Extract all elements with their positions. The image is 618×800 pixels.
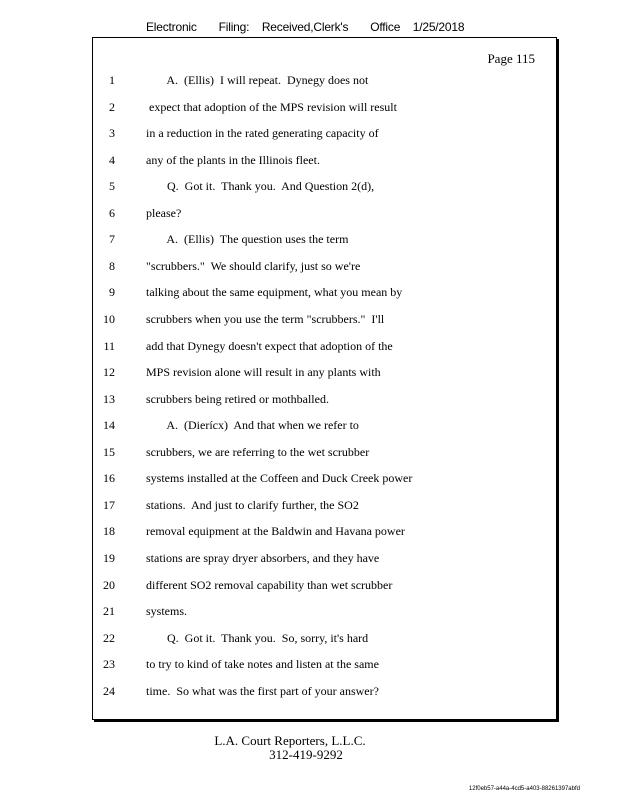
line-number: 10 [103, 312, 115, 326]
line-text: different SO2 removal capability than wet scrubber [143, 577, 393, 592]
line-number: 19 [103, 550, 115, 565]
transcript-line [93, 311, 556, 327]
line-text: expect that adoption of the MPS revision will result [143, 99, 397, 114]
line-text: MPS revision alone will result in any plants with [143, 365, 381, 380]
transcript-line [93, 497, 556, 513]
transcript-line [93, 550, 556, 566]
filing-label-received: Received,Clerk's [261, 20, 349, 34]
transcript-line [93, 391, 556, 407]
line-number: 20 [103, 577, 115, 592]
transcript-line [93, 470, 556, 486]
transcript-line [93, 205, 556, 221]
transcript-line [93, 338, 556, 354]
line-text: systems. [143, 604, 188, 618]
filing-stamp-header [146, 20, 464, 34]
filing-label-electronic: Electronic [146, 20, 197, 34]
line-number: 18 [103, 524, 115, 539]
line-text: add that Dynegy doesn't expect that adoption of the [143, 338, 393, 353]
line-number: 7 [109, 232, 115, 247]
footer-phone: 312-419-9292 [269, 747, 343, 762]
line-number: 22 [103, 630, 115, 645]
transcript-line [93, 603, 556, 619]
line-number: 16 [103, 471, 115, 486]
filing-label-office: Office [370, 20, 401, 34]
line-text: time. So what was the first part of your answer? [143, 683, 379, 698]
line-number: 24 [103, 683, 115, 698]
line-text: in a reduction in the rated generating capacity of [143, 126, 379, 141]
transcript-line [93, 577, 556, 593]
transcript-line [93, 656, 556, 672]
filing-label-filing: Filing: [218, 20, 250, 34]
line-text: Q. Got it. Thank you. So, sorry, it's hard [143, 630, 369, 645]
line-number: 5 [109, 179, 115, 194]
line-number: 14 [103, 418, 115, 433]
transcript-line [93, 99, 556, 115]
transcript-line [93, 231, 556, 247]
line-text: "scrubbers." We should clarify, just so we're [143, 258, 361, 273]
line-text: scrubbers when you use the term "scrubbers." I'll [143, 312, 385, 326]
line-number: 1 [109, 73, 115, 87]
transcript-line [93, 178, 556, 194]
page-number: Page 115 [487, 51, 535, 66]
transcript-page [92, 37, 557, 720]
line-text: Q. Got it. Thank you. And Question 2(d), [143, 179, 375, 194]
line-text: A. (Ellis) The question uses the term [143, 232, 349, 247]
line-text: systems installed at the Coffeen and Duck Creek power [143, 471, 413, 486]
transcript-line [93, 284, 556, 300]
transcript-line [93, 152, 556, 168]
line-number: 3 [109, 126, 115, 141]
line-text: A. (Dierícx) And that when we refer to [143, 418, 359, 433]
line-text: stations. And just to clarify further, the SO2 [143, 497, 359, 512]
transcript-line [93, 417, 556, 433]
transcript-line [93, 364, 556, 380]
line-text: stations are spray dryer absorbers, and they have [143, 550, 380, 565]
line-text: please? [143, 205, 182, 220]
line-number: 15 [103, 444, 115, 459]
line-text: scrubbers being retired or mothballed. [143, 391, 329, 406]
line-number: 21 [103, 604, 115, 618]
line-text: A. (Ellis) I will repeat. Dynegy does not [143, 73, 369, 87]
line-number: 23 [103, 657, 115, 672]
line-number: 8 [109, 258, 115, 273]
transcript-line [93, 444, 556, 460]
line-text: scrubbers, we are referring to the wet scrubber [143, 444, 370, 459]
transcript-line [93, 258, 556, 274]
line-number: 9 [109, 285, 115, 300]
transcript-line [93, 683, 556, 699]
document-id: 12f0eb57-a44a-4cd5-a403-88261397abfd [468, 786, 580, 792]
line-text: removal equipment at the Baldwin and Havana power [143, 524, 405, 539]
line-number: 6 [109, 205, 115, 220]
filing-date: 1/25/2018 [412, 20, 465, 34]
line-text: any of the plants in the Illinois fleet. [143, 152, 320, 167]
line-text: to try to kind of take notes and listen at the same [143, 657, 379, 672]
transcript-line [93, 523, 556, 539]
line-number: 4 [109, 152, 115, 167]
line-number: 13 [103, 391, 115, 406]
transcript-line [93, 72, 556, 88]
footer-company: L.A. Court Reporters, L.L.C. [214, 733, 366, 748]
line-number: 12 [103, 365, 115, 380]
line-number: 11 [103, 338, 115, 353]
transcript-line [93, 630, 556, 646]
line-number: 2 [109, 99, 115, 114]
line-number: 17 [103, 497, 115, 512]
transcript-line [93, 125, 556, 141]
line-text: talking about the same equipment, what you mean by [143, 285, 403, 300]
